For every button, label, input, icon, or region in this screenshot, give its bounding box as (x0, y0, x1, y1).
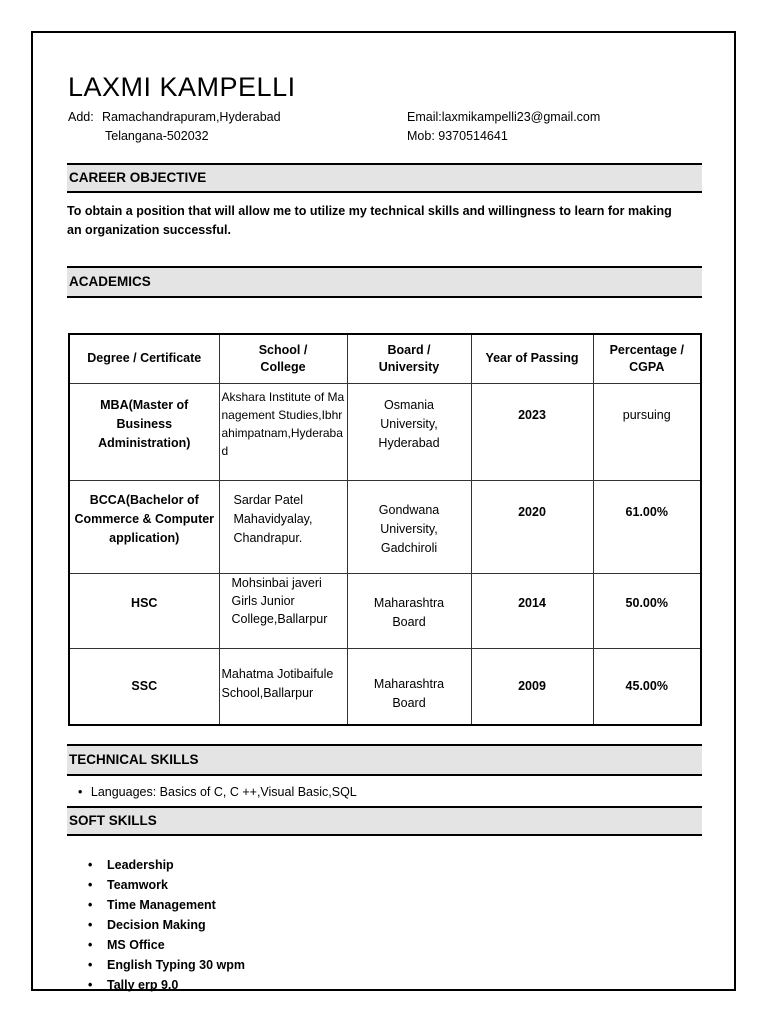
degree-cell: MBA(Master of Business Administration) (69, 383, 219, 480)
column-header-percentage: Percentage / CGPA (593, 334, 701, 383)
percentage-cell: 45.00% (593, 648, 701, 725)
bullet-icon: • (78, 785, 83, 799)
board-cell: Osmania University, Hyderabad (347, 383, 471, 480)
technical-skill-text: Languages: Basics of C, C ++,Visual Basic,SQL (90, 785, 357, 799)
percentage-cell: pursuing (593, 383, 701, 480)
address-label: Add: (68, 110, 94, 124)
mobile: Mob: 9370514641 (407, 129, 508, 143)
bullet-icon: • (88, 978, 93, 992)
career-objective-text: To obtain a position that will allow me to utilize my technical skills and willingness to learn for making an organization successful. (67, 204, 672, 237)
table-row (69, 648, 701, 725)
school-cell: Mahatma Jotibaifule School,Ballarpur (219, 648, 347, 725)
table-row (69, 480, 701, 573)
bullet-icon: • (88, 958, 93, 972)
year-cell: 2023 (471, 383, 593, 480)
email: Email:laxmikampelli23@gmail.com (407, 110, 601, 124)
soft-skill-text: Decision Making (107, 918, 206, 932)
degree-cell: SSC (69, 648, 219, 725)
list-item (88, 855, 245, 875)
bullet-icon: • (88, 858, 93, 872)
soft-skill-text: English Typing 30 wpm (107, 958, 245, 972)
list-item (88, 975, 245, 995)
school-cell: Akshara Institute of Management Studies,Ibhrahimpatnam,Hyderabad (219, 383, 347, 480)
column-header-degree: Degree / Certificate (69, 334, 219, 383)
column-header-board: Board / University (347, 334, 471, 383)
academics-heading: ACADEMICS (67, 266, 702, 298)
career-objective-heading: CAREER OBJECTIVE (67, 163, 702, 193)
list-item (88, 935, 245, 955)
bullet-icon: • (88, 878, 93, 892)
percentage-cell: 50.00% (593, 573, 701, 648)
column-header-year: Year of Passing (471, 334, 593, 383)
list-item (88, 895, 245, 915)
bullet-icon: • (88, 898, 93, 912)
soft-skill-text: Time Management (107, 898, 216, 912)
soft-skill-text: MS Office (107, 938, 165, 952)
address-line-1: Ramachandrapuram,Hyderabad (102, 110, 281, 124)
year-cell: 2014 (471, 573, 593, 648)
list-item (88, 875, 245, 895)
table-row (69, 573, 701, 648)
technical-skills-heading: TECHNICAL SKILLS (67, 744, 702, 776)
year-cell: 2009 (471, 648, 593, 725)
academics-table (68, 333, 702, 726)
list-item (88, 915, 245, 935)
list-item (78, 785, 357, 799)
soft-skills-heading: SOFT SKILLS (67, 806, 702, 836)
soft-skill-text: Leadership (107, 858, 174, 872)
address-line-2: Telangana-502032 (105, 129, 209, 143)
bullet-icon: • (88, 938, 93, 952)
percentage-cell: 61.00% (593, 480, 701, 573)
column-header-school: School / College (219, 334, 347, 383)
soft-skill-text: Tally erp 9.0 (107, 978, 179, 992)
degree-cell: HSC (69, 573, 219, 648)
list-item (88, 955, 245, 975)
bullet-icon: • (88, 918, 93, 932)
table-row (69, 383, 701, 480)
school-cell: Sardar Patel Mahavidyalay, Chandrapur. (219, 480, 347, 573)
year-cell: 2020 (471, 480, 593, 573)
school-cell: Mohsinbai javeri Girls Junior College,Ballarpur (219, 573, 347, 648)
board-cell: Maharashtra Board (347, 648, 471, 725)
board-cell: Maharashtra Board (347, 573, 471, 648)
board-cell: Gondwana University, Gadchiroli (347, 480, 471, 573)
degree-cell: BCCA(Bachelor of Commerce & Computer application) (69, 480, 219, 573)
table-header-row (69, 334, 701, 383)
soft-skills-list (88, 855, 245, 995)
candidate-name: LAXMI KAMPELLI (68, 72, 296, 102)
soft-skill-text: Teamwork (107, 878, 168, 892)
